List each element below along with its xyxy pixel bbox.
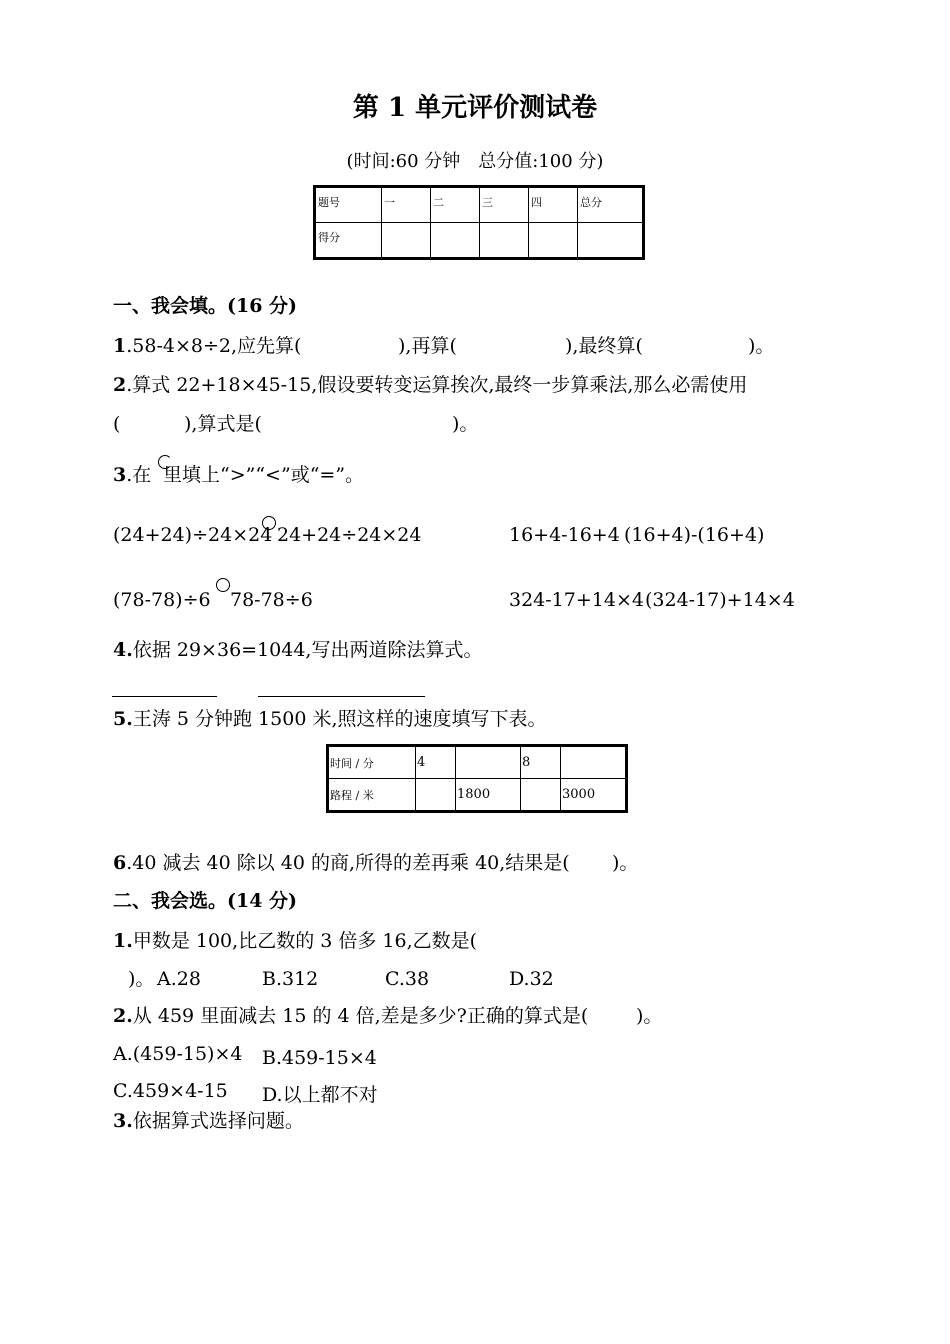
question-1-5 — [113, 707, 547, 731]
question-number: 5. — [113, 708, 133, 730]
question-number: 1. — [113, 930, 133, 952]
exam-info: (时间:60 分钟 总分值:100 分) — [346, 151, 604, 172]
compare-expr: 78-78÷6 — [230, 589, 313, 611]
question-1-1-blank-3: ),最终算( — [565, 335, 643, 357]
compare-expr: (324-17)+14×4 — [645, 589, 795, 611]
speed-table — [326, 744, 628, 813]
score-cell: 二 — [431, 187, 480, 223]
speed-cell: 路程 / 米 — [328, 779, 416, 812]
score-table-header-row — [315, 187, 644, 223]
speed-cell: 4 — [416, 746, 456, 779]
speed-cell: 3000 — [561, 779, 627, 812]
question-2-3 — [113, 1109, 304, 1133]
question-number: 3. — [113, 1110, 133, 1132]
question-text: 依据算式选择问题。 — [132, 1110, 304, 1132]
score-input-cell[interactable] — [529, 223, 578, 259]
question-number: 2. — [113, 1005, 133, 1027]
question-number: 6 — [113, 852, 127, 874]
speed-table-time-row — [328, 746, 627, 779]
speed-cell: 时间 / 分 — [328, 746, 416, 779]
question-2-1-end: )。 — [128, 968, 155, 990]
score-table-score-row — [315, 223, 644, 259]
question-2-1 — [113, 929, 477, 953]
question-2-2 — [113, 1004, 588, 1028]
answer-line[interactable] — [258, 696, 425, 697]
score-cell: 题号 — [315, 187, 382, 223]
speed-cell: 8 — [521, 746, 561, 779]
question-text: 王涛 5 分钟跑 1500 米,照这样的速度填写下表。 — [132, 708, 547, 730]
score-input-cell[interactable] — [431, 223, 480, 259]
compare-expr: (16+4)-(16+4) — [624, 524, 765, 546]
section-2-heading: 二、我会选。(14 分) — [113, 890, 298, 912]
question-number: 1 — [113, 335, 127, 357]
compare-expr: (78-78)÷6 — [113, 589, 211, 611]
question-1-2 — [113, 373, 747, 397]
speed-input-cell[interactable] — [456, 746, 521, 779]
question-number: 2 — [113, 374, 127, 396]
question-text: .58-4×8÷2,应先算( — [126, 335, 302, 357]
option-a[interactable]: A.(459-15)×4 — [113, 1043, 243, 1065]
question-1-2-open: ( — [113, 413, 121, 435]
question-1-1 — [113, 334, 301, 358]
option-b[interactable]: B.459-15×4 — [262, 1047, 377, 1069]
score-cell: 四 — [529, 187, 578, 223]
score-input-cell[interactable] — [578, 223, 644, 259]
question-2-2-end: )。 — [636, 1005, 663, 1027]
option-c[interactable]: C.459×4-15 — [113, 1080, 228, 1102]
question-1-2-mid: ),算式是( — [184, 413, 262, 435]
question-text: .40 减去 40 除以 40 的商,所得的差再乘 40,结果是( — [126, 852, 570, 874]
question-1-1-blank-2: ),再算( — [398, 335, 457, 357]
page-title: 第 1 单元评价测试卷 — [352, 93, 598, 123]
compare-expr: 16+4-16+4 — [509, 524, 620, 546]
score-table — [313, 185, 645, 260]
question-number: 3 — [113, 464, 127, 486]
question-text: .在 — [126, 464, 152, 486]
speed-table-distance-row — [328, 779, 627, 812]
option-c[interactable]: C.38 — [385, 968, 430, 990]
score-input-cell[interactable] — [480, 223, 529, 259]
section-1-heading: 一、我会填。(16 分) — [113, 295, 298, 317]
option-d[interactable]: D.以上都不对 — [262, 1084, 378, 1106]
score-cell: 一 — [382, 187, 431, 223]
question-number: 4. — [113, 639, 133, 661]
question-1-6-end: )。 — [612, 852, 639, 874]
speed-input-cell[interactable] — [416, 779, 456, 812]
compare-expr: 24+24÷24×24 — [277, 524, 422, 546]
score-cell: 三 — [480, 187, 529, 223]
question-1-2-end: )。 — [452, 413, 479, 435]
option-b[interactable]: B.312 — [262, 968, 319, 990]
score-cell: 总分 — [578, 187, 644, 223]
question-1-3-instruction: 里填上“>”“<”或“=”。 — [163, 464, 365, 486]
question-text: 从 459 里面减去 15 的 4 倍,差是多少?正确的算式是( — [132, 1005, 589, 1027]
compare-expr: (24+24)÷24×24 — [113, 524, 273, 546]
option-d[interactable]: D.32 — [509, 968, 554, 990]
question-text: 依据 29×36=1044,写出两道除法算式。 — [132, 639, 483, 661]
answer-line[interactable] — [112, 696, 217, 697]
speed-input-cell[interactable] — [521, 779, 561, 812]
question-1-1-end: )。 — [748, 335, 775, 357]
score-cell: 得分 — [315, 223, 382, 259]
compare-expr: 324-17+14×4 — [509, 589, 644, 611]
compare-circle-blank[interactable] — [216, 578, 230, 592]
option-a[interactable]: A.28 — [157, 968, 201, 990]
question-text: .算式 22+18×45-15,假设要转变运算挨次,最终一步算乘法,那么必需使用 — [126, 374, 748, 396]
compare-circle-blank[interactable] — [262, 516, 276, 530]
score-input-cell[interactable] — [382, 223, 431, 259]
question-1-3 — [113, 463, 151, 487]
question-1-6 — [113, 851, 570, 875]
question-1-4 — [113, 638, 482, 662]
question-text: 甲数是 100,比乙数的 3 倍多 16,乙数是( — [132, 930, 478, 952]
speed-input-cell[interactable] — [561, 746, 627, 779]
speed-cell: 1800 — [456, 779, 521, 812]
